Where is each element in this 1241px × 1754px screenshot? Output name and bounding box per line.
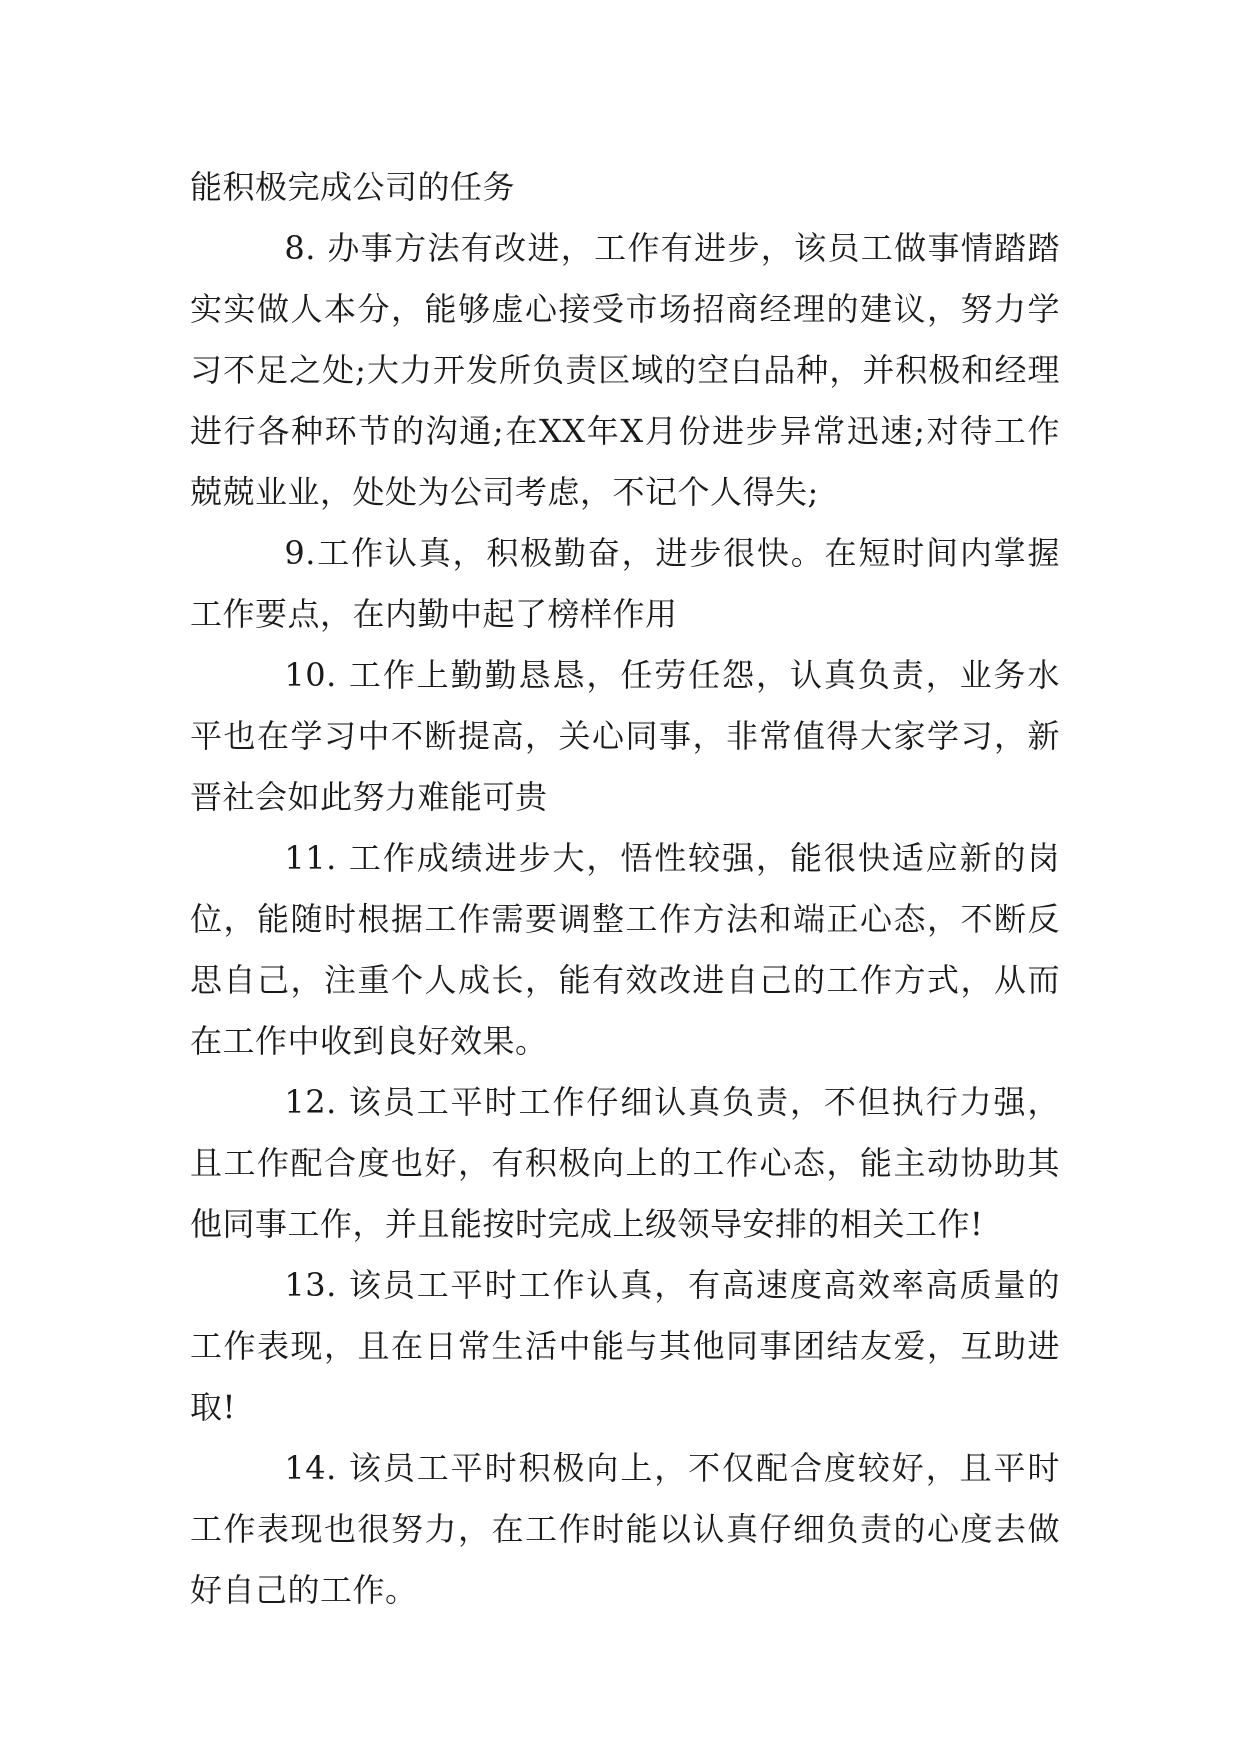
paragraph-item-10: 10. 工作上勤勤恳恳，任劳任怨，认真负责，业务水平也在学习中不断提高，关心同事，非常值得大家学习，新晋社会如此努力难能可贵 [190, 656, 1060, 816]
paragraph-item-9: 9.工作认真，积极勤奋，进步很快。在短时间内掌握工作要点，在内勤中起了榜样作用 [190, 534, 1060, 633]
paragraph-item-11: 11. 工作成绩进步大，悟性较强，能很快适应新的岗位，能随时根据工作需要调整工作方法和端正心态，不断反思自己，注重个人成长，能有效改进自己的工作方式，从而在工作中收到良好效果。 [190, 839, 1060, 1060]
document-body [190, 157, 1060, 1621]
paragraph-item-14: 14. 该员工平时积极向上，不仅配合度较好，且平时工作表现也很努力，在工作时能以认真仔细负责的心度去做好自己的工作。 [190, 1449, 1060, 1609]
paragraph-item-13: 13. 该员工平时工作认真，有高速度高效率高质量的工作表现，且在日常生活中能与其他同事团结友爱，互助进取! [190, 1266, 1060, 1426]
paragraph-continuation: 能积极完成公司的任务 [190, 168, 516, 206]
paragraph-item-12: 12. 该员工平时工作仔细认真负责，不但执行力强，且工作配合度也好，有积极向上的工作心态，能主动协助其他同事工作，并且能按时完成上级领导安排的相关工作! [190, 1083, 1060, 1243]
paragraph-item-8: 8. 办事方法有改进，工作有进步，该员工做事情踏踏实实做人本分，能够虚心接受市场招商经理的建议，努力学习不足之处;大力开发所负责区域的空白品种，并积极和经理进行各种环节的沟通;在XX年X月份进步异常迅速;对待工作兢兢业业，处处为公司考虑，不记个人得失; [190, 229, 1060, 511]
